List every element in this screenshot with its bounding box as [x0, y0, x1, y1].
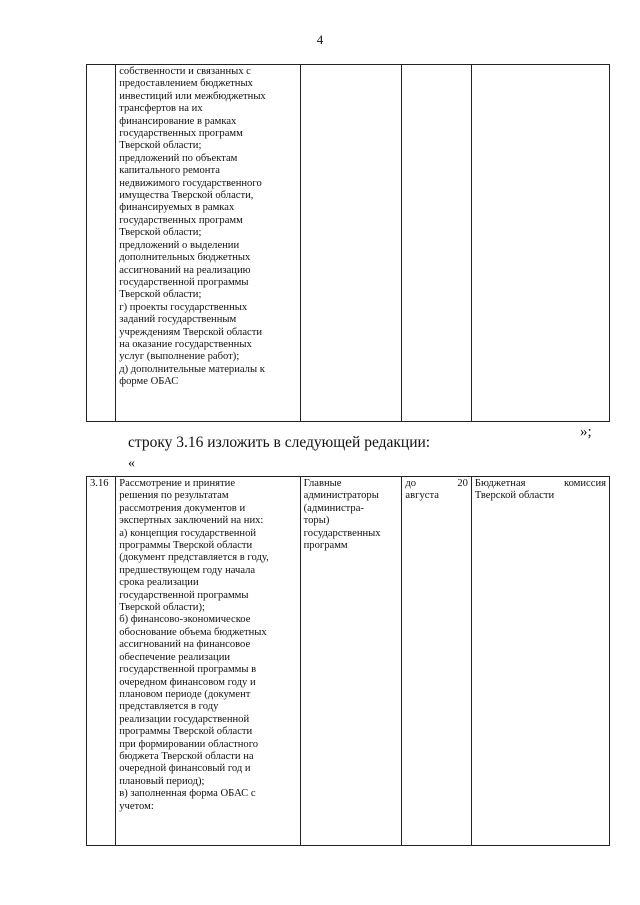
- table-continuation: [86, 64, 610, 422]
- text-line: Тверской области);: [119, 602, 205, 614]
- text-line: заданий государственным: [119, 314, 237, 326]
- executor-line: [475, 478, 606, 490]
- text-line: финансирование в рамках: [119, 115, 237, 127]
- table-row: [87, 65, 610, 422]
- text-line: государственной программы: [119, 276, 249, 288]
- text-line: капитального ремонта: [119, 165, 220, 177]
- text-line: реализации государственной: [119, 713, 250, 725]
- cell-responsible: [300, 477, 402, 846]
- responsible-line: администраторы: [303, 490, 379, 502]
- text-line: б) финансово-экономическое: [119, 614, 251, 626]
- deadline-prefix: до: [405, 478, 417, 489]
- text-line: а) концепция государственной: [119, 527, 257, 539]
- text-line: бюджета Тверской области на: [119, 750, 254, 762]
- text-line: при формировании областного: [119, 738, 259, 750]
- text-line: трансфертов на их: [119, 103, 203, 115]
- text-line: ассигнований на реализацию: [119, 264, 251, 276]
- text-line: Тверской области;: [119, 227, 202, 239]
- deadline-line: [405, 478, 468, 490]
- deadline-day: 20: [457, 478, 468, 489]
- text-line: учетом:: [119, 800, 154, 812]
- text-line: Рассмотрение и принятие: [119, 478, 236, 489]
- text-line: на оказание государственных: [119, 338, 252, 350]
- text-line: собственности и связанных с: [119, 66, 251, 77]
- text-line: экспертных заключений на них:: [119, 515, 264, 527]
- text-line: предложений по объектам: [119, 152, 238, 164]
- amendment-instruction: строку 3.16 изложить в следующей редакции:: [128, 434, 431, 451]
- text-line: учреждениям Тверской области: [119, 326, 263, 338]
- opening-quote: «: [128, 456, 135, 471]
- responsible-line: государственных: [303, 527, 381, 539]
- text-line: (документ представляется в году,: [119, 552, 269, 564]
- responsible-line: программ: [303, 540, 348, 552]
- text-line: дополнительных бюджетных: [119, 252, 251, 264]
- responsible-line: Главные: [303, 478, 342, 489]
- page-number: 4: [316, 32, 324, 47]
- deadline-month: августа: [405, 490, 439, 502]
- text-line: государственных программ: [119, 214, 243, 226]
- text-line: д) дополнительные материалы к: [119, 363, 265, 375]
- text-line: представляется в году: [119, 701, 219, 713]
- text-line: обоснование объема бюджетных: [119, 626, 267, 638]
- text-line: программы Тверской области: [119, 540, 253, 552]
- executor-word-2: комиссия: [563, 478, 606, 489]
- text-line: государственной программы: [119, 589, 249, 601]
- text-line: плановом периоде (документ: [119, 688, 251, 700]
- executor-line-2: Тверской области: [474, 490, 555, 502]
- cell-executor: [471, 477, 609, 846]
- cell-number: [87, 65, 116, 422]
- text-line: срока реализации: [119, 577, 199, 589]
- cell-deadline: [402, 65, 472, 422]
- table-row: [87, 477, 610, 846]
- text-line: финансируемых в рамках: [119, 202, 235, 214]
- cell-description: [116, 477, 300, 846]
- text-line: очередной финансовый год и: [119, 763, 251, 775]
- executor-word-1: Бюджетная: [474, 478, 526, 489]
- text-line: недвижимого государственного: [119, 177, 262, 189]
- text-line: программы Тверской области: [119, 726, 253, 738]
- responsible-line: торы): [303, 515, 330, 527]
- cell-deadline: [402, 477, 472, 846]
- text-line: Тверской области;: [119, 289, 202, 301]
- cell-responsible: [300, 65, 402, 422]
- text-line: плановый период);: [119, 775, 205, 787]
- text-line: г) проекты государственных: [119, 301, 248, 313]
- text-line: Тверской области;: [119, 140, 202, 152]
- text-line: обеспечение реализации: [119, 651, 231, 663]
- cell-executor: [471, 65, 609, 422]
- responsible-line: (администра-: [303, 502, 364, 514]
- text-line: рассмотрения документов и: [119, 502, 246, 514]
- text-line: в) заполненная форма ОБАС с: [119, 788, 256, 800]
- text-line: государственной программы в: [119, 664, 257, 676]
- table-row-3-16: [86, 476, 610, 846]
- closing-quote: »;: [580, 424, 592, 440]
- text-line: инвестиций или межбюджетных: [119, 90, 266, 102]
- text-line: предоставлением бюджетных: [119, 78, 253, 90]
- text-line: предложений о выделении: [119, 239, 240, 251]
- text-line: предшествующем году начала: [119, 564, 256, 576]
- text-line: ассигнований на финансовое: [119, 639, 251, 651]
- text-line: услуг (выполнение работ);: [119, 351, 240, 363]
- text-line: государственных программ: [119, 128, 243, 140]
- row-number: 3.16: [87, 477, 116, 846]
- text-line: очередном финансовом году и: [119, 676, 256, 688]
- text-line: имущества Тверской области,: [119, 190, 254, 202]
- text-line: форме ОБАС: [119, 376, 179, 388]
- text-line: решения по результатам: [119, 490, 229, 502]
- cell-description: [116, 65, 300, 422]
